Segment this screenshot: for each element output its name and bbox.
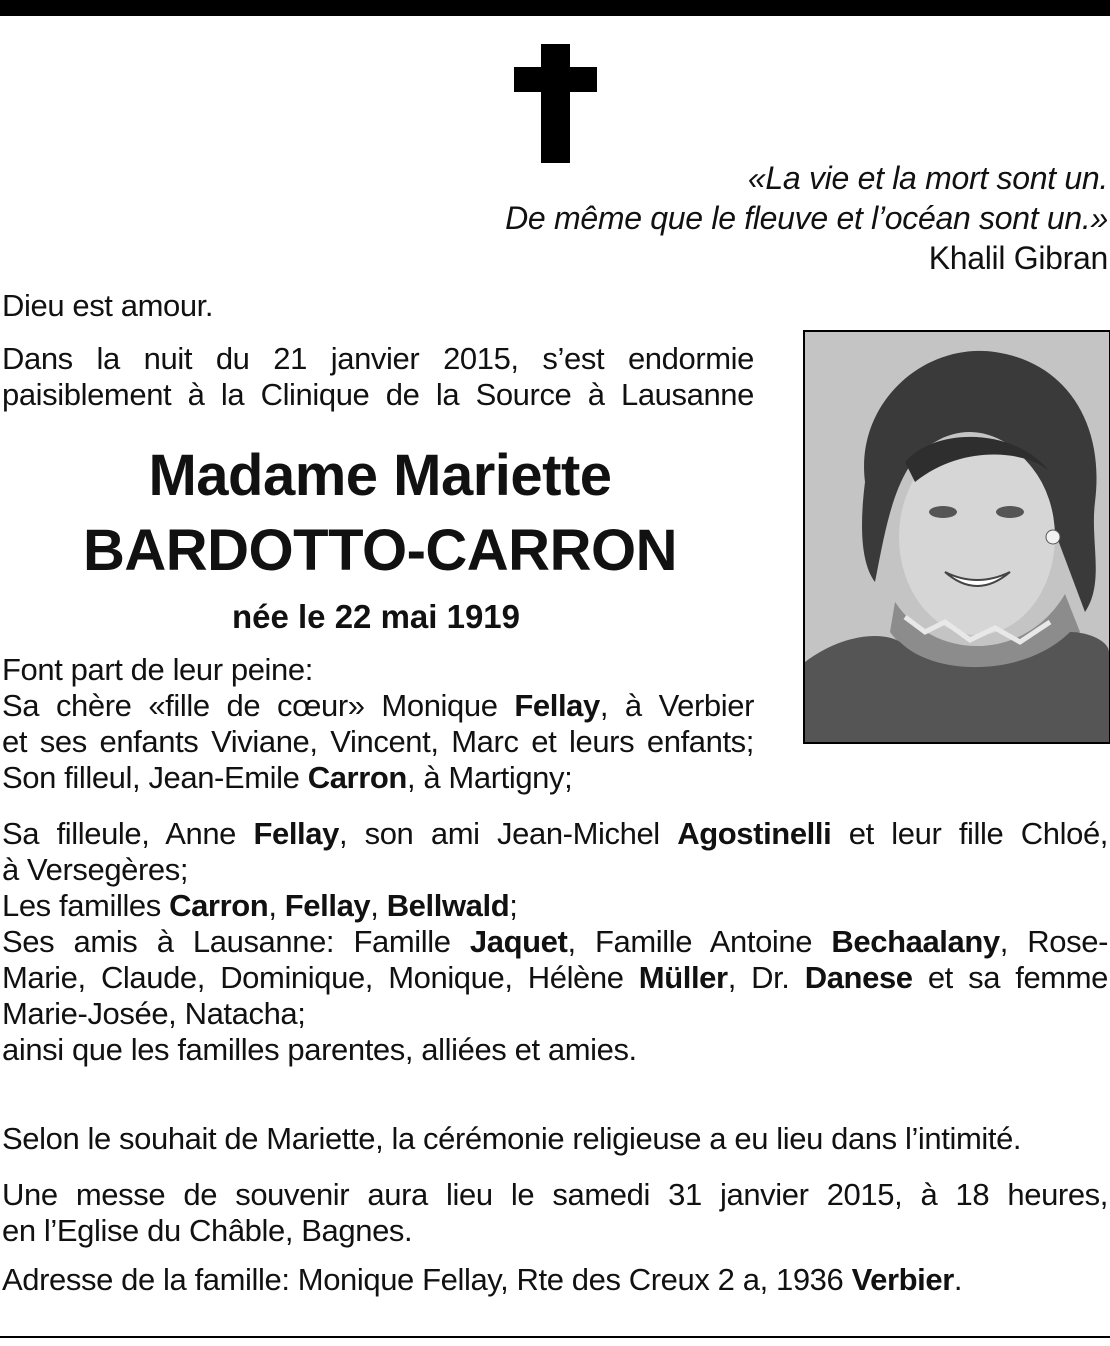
family-address: Adresse de la famille: Monique Fellay, Rte des Creux 2 a, 1936 Verbier. bbox=[2, 1262, 963, 1297]
family-line: Ses amis à Lausanne: Famille Jaquet, Famille Antoine Bechaalany, Rose- bbox=[2, 924, 1108, 959]
memorial-line-1: Une messe de souvenir aura lieu le samedi 31 janvier 2015, à 18 heures, bbox=[2, 1177, 1108, 1212]
portrait-photo bbox=[803, 330, 1110, 744]
family-list-bottom bbox=[2, 816, 1108, 1068]
bottom-rule bbox=[0, 1336, 1110, 1338]
family-line: Marie, Claude, Dominique, Monique, Hélène Müller, Dr. Danese et sa femme bbox=[2, 960, 1108, 995]
deceased-name-last: BARDOTTO-CARRON bbox=[83, 518, 677, 583]
opening-line: Dieu est amour. bbox=[2, 288, 214, 323]
epigraph-quote bbox=[505, 158, 1108, 278]
quote-line-2: De même que le fleuve et l’océan sont un.» bbox=[505, 200, 1108, 236]
family-list-top bbox=[2, 652, 754, 796]
memorial-line-2: en l’Eglise du Châble, Bagnes. bbox=[2, 1213, 413, 1248]
address-city: Verbier bbox=[851, 1262, 954, 1297]
intro-line-1: Dans la nuit du 21 janvier 2015, s’est endormie bbox=[2, 341, 754, 376]
family-line: Sa chère «fille de cœur» Monique Fellay, à Verbier bbox=[2, 688, 754, 723]
quote-author: Khalil Gibran bbox=[928, 240, 1108, 276]
family-line: et ses enfants Viviane, Vincent, Marc et leurs enfants; bbox=[2, 724, 754, 759]
intro-line-2: paisiblement à la Clinique de la Source à Lausanne bbox=[2, 377, 754, 412]
family-line: Marie-Josée, Natacha; bbox=[2, 996, 306, 1031]
deceased-name-first: Madame Mariette bbox=[148, 443, 612, 508]
family-line: à Versegères; bbox=[2, 852, 189, 887]
family-line: Son filleul, Jean-Emile Carron, à Martigny; bbox=[2, 760, 573, 795]
ceremony-paragraph: Selon le souhait de Mariette, la cérémonie religieuse a eu lieu dans l’intimité. bbox=[2, 1121, 1022, 1156]
family-line: Sa filleule, Anne Fellay, son ami Jean-Michel Agostinelli et leur fille Chloé, bbox=[2, 816, 1108, 851]
intro-paragraph bbox=[2, 341, 754, 413]
memorial-paragraph bbox=[2, 1177, 1108, 1249]
family-heading: Font part de leur peine: bbox=[2, 652, 313, 687]
cross-icon bbox=[0, 0, 1110, 170]
family-line: Les familles Carron, Fellay, Bellwald; bbox=[2, 888, 518, 923]
family-line: ainsi que les familles parentes, alliées et amies. bbox=[2, 1032, 637, 1067]
birth-date: née le 22 mai 1919 bbox=[231, 598, 521, 635]
quote-line-1: «La vie et la mort sont un. bbox=[747, 160, 1108, 196]
